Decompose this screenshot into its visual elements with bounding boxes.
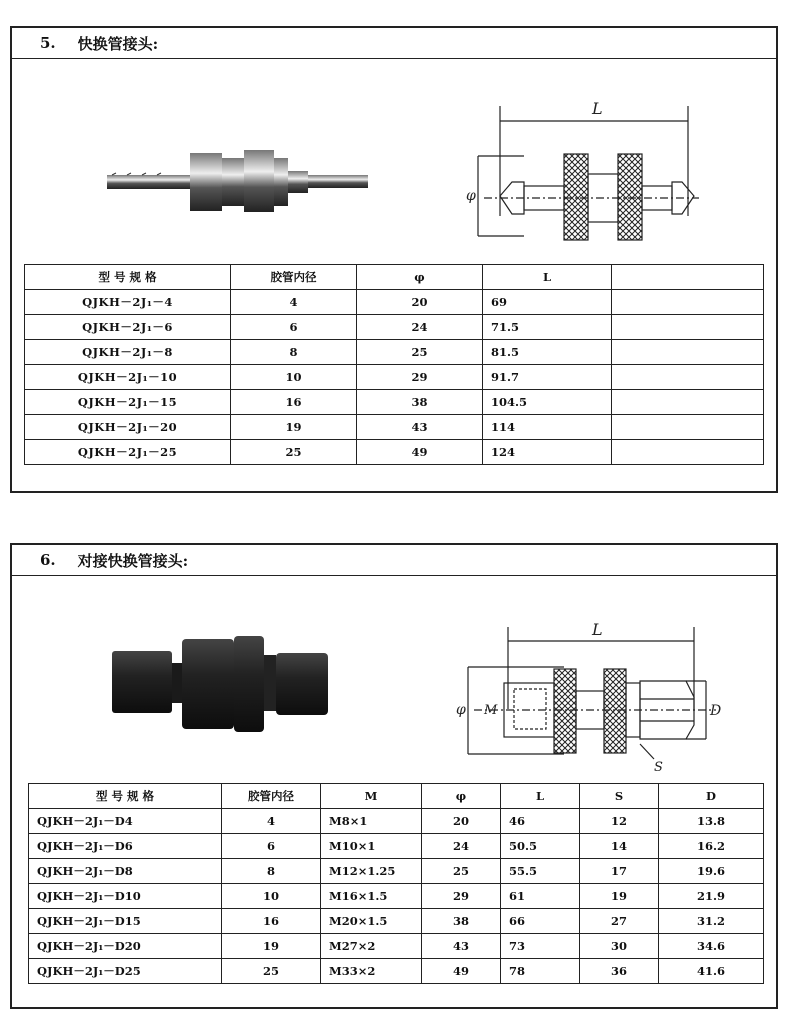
table-row bbox=[25, 390, 764, 415]
cell-l: 50.5 bbox=[501, 834, 580, 859]
cell-s: 19 bbox=[580, 884, 659, 909]
table-row bbox=[29, 909, 764, 934]
quick-connector-photo bbox=[102, 128, 372, 228]
cell-hose-id: 4 bbox=[231, 290, 357, 315]
table-header-row bbox=[25, 265, 764, 290]
cell-hose-id: 6 bbox=[222, 834, 321, 859]
cell-model: QJKH－2J₁－D6 bbox=[29, 834, 222, 859]
cell-hose-id: 16 bbox=[222, 909, 321, 934]
drawing-6-label-d: D bbox=[710, 703, 722, 719]
cell-phi: 49 bbox=[357, 440, 483, 465]
drawing-5-label-l: L bbox=[592, 99, 603, 118]
cell-d: 16.2 bbox=[659, 834, 764, 859]
butt-connector-photo bbox=[107, 633, 332, 743]
cell-hose-id: 6 bbox=[231, 315, 357, 340]
section-5-title: 快换管接头: bbox=[77, 34, 159, 53]
cell-l: 55.5 bbox=[501, 859, 580, 884]
cell-hose-id: 25 bbox=[231, 440, 357, 465]
cell-model: QJKH－2J₁－D25 bbox=[29, 959, 222, 984]
table-row bbox=[25, 440, 764, 465]
cell-m: M20×1.5 bbox=[321, 909, 422, 934]
cell-phi: 29 bbox=[357, 365, 483, 390]
cell-phi: 29 bbox=[422, 884, 501, 909]
cell-l: 114 bbox=[483, 415, 612, 440]
table-row bbox=[25, 365, 764, 390]
cell-phi: 43 bbox=[422, 934, 501, 959]
cell-hose-id: 25 bbox=[222, 959, 321, 984]
cell-s: 17 bbox=[580, 859, 659, 884]
col-header-model: 型 号 规 格 bbox=[29, 784, 222, 809]
cell-m: M16×1.5 bbox=[321, 884, 422, 909]
cell-hose-id: 8 bbox=[231, 340, 357, 365]
cell-d: 31.2 bbox=[659, 909, 764, 934]
section-6-title: 对接快换管接头: bbox=[77, 551, 189, 570]
cell-d: 13.8 bbox=[659, 809, 764, 834]
cell-model: QJKH－2J₁－D4 bbox=[29, 809, 222, 834]
cell-m: M12×1.25 bbox=[321, 859, 422, 884]
cell-phi: 20 bbox=[422, 809, 501, 834]
table-row bbox=[29, 809, 764, 834]
table-row bbox=[29, 934, 764, 959]
cell-phi: 25 bbox=[422, 859, 501, 884]
cell-blank bbox=[612, 440, 764, 465]
section-6-panel bbox=[10, 543, 778, 1009]
table-row bbox=[29, 884, 764, 909]
table-row bbox=[25, 315, 764, 340]
col-header-hose-id: 胶管内径 bbox=[231, 265, 357, 290]
table-header-row bbox=[29, 784, 764, 809]
cell-d: 41.6 bbox=[659, 959, 764, 984]
cell-hose-id: 19 bbox=[222, 934, 321, 959]
cell-l: 104.5 bbox=[483, 390, 612, 415]
col-header-l: L bbox=[501, 784, 580, 809]
cell-model: QJKH－2J₁－10 bbox=[25, 365, 231, 390]
cell-hose-id: 10 bbox=[222, 884, 321, 909]
cell-d: 19.6 bbox=[659, 859, 764, 884]
cell-hose-id: 8 bbox=[222, 859, 321, 884]
cell-l: 71.5 bbox=[483, 315, 612, 340]
section-5-table bbox=[24, 264, 764, 465]
table-row bbox=[25, 340, 764, 365]
cell-model: QJKH－2J₁－8 bbox=[25, 340, 231, 365]
drawing-6-label-s: S bbox=[654, 760, 663, 774]
cell-phi: 25 bbox=[357, 340, 483, 365]
cell-l: 81.5 bbox=[483, 340, 612, 365]
cell-l: 69 bbox=[483, 290, 612, 315]
cell-s: 12 bbox=[580, 809, 659, 834]
cell-s: 14 bbox=[580, 834, 659, 859]
butt-connector-drawing bbox=[454, 619, 724, 774]
table-row bbox=[25, 415, 764, 440]
table-row bbox=[29, 834, 764, 859]
cell-l: 66 bbox=[501, 909, 580, 934]
cell-phi: 43 bbox=[357, 415, 483, 440]
cell-phi: 24 bbox=[422, 834, 501, 859]
cell-phi: 38 bbox=[357, 390, 483, 415]
cell-d: 21.9 bbox=[659, 884, 764, 909]
cell-m: M10×1 bbox=[321, 834, 422, 859]
cell-blank bbox=[612, 365, 764, 390]
table-row bbox=[29, 959, 764, 984]
table-row bbox=[25, 290, 764, 315]
col-header-phi: φ bbox=[422, 784, 501, 809]
cell-model: QJKH－2J₁－15 bbox=[25, 390, 231, 415]
col-header-blank bbox=[612, 265, 764, 290]
cell-model: QJKH－2J₁－6 bbox=[25, 315, 231, 340]
section-5-header bbox=[12, 28, 776, 59]
cell-m: M33×2 bbox=[321, 959, 422, 984]
cell-m: M27×2 bbox=[321, 934, 422, 959]
cell-l: 124 bbox=[483, 440, 612, 465]
col-header-hose-id: 胶管内径 bbox=[222, 784, 321, 809]
cell-l: 91.7 bbox=[483, 365, 612, 390]
cell-s: 36 bbox=[580, 959, 659, 984]
drawing-6-label-phi: φ bbox=[456, 702, 466, 718]
cell-m: M8×1 bbox=[321, 809, 422, 834]
cell-model: QJKH－2J₁－D8 bbox=[29, 859, 222, 884]
col-header-phi: φ bbox=[357, 265, 483, 290]
cell-blank bbox=[612, 340, 764, 365]
cell-model: QJKH－2J₁－25 bbox=[25, 440, 231, 465]
cell-phi: 20 bbox=[357, 290, 483, 315]
col-header-d: D bbox=[659, 784, 764, 809]
cell-blank bbox=[612, 315, 764, 340]
drawing-6-label-l: L bbox=[592, 620, 603, 639]
cell-l: 61 bbox=[501, 884, 580, 909]
cell-model: QJKH－2J₁－D20 bbox=[29, 934, 222, 959]
section-6-number: 6. bbox=[40, 551, 56, 569]
cell-hose-id: 4 bbox=[222, 809, 321, 834]
cell-blank bbox=[612, 290, 764, 315]
cell-phi: 49 bbox=[422, 959, 501, 984]
cell-phi: 38 bbox=[422, 909, 501, 934]
col-header-s: S bbox=[580, 784, 659, 809]
col-header-m: M bbox=[321, 784, 422, 809]
quick-connector-drawing bbox=[464, 96, 704, 246]
section-6-header bbox=[12, 545, 776, 576]
cell-blank bbox=[612, 415, 764, 440]
cell-hose-id: 16 bbox=[231, 390, 357, 415]
cell-l: 46 bbox=[501, 809, 580, 834]
cell-l: 78 bbox=[501, 959, 580, 984]
section-5-panel bbox=[10, 26, 778, 493]
section-5-number: 5. bbox=[40, 34, 56, 52]
drawing-5-label-phi: φ bbox=[466, 188, 476, 204]
table-row bbox=[29, 859, 764, 884]
drawing-6-label-m: M bbox=[484, 703, 498, 718]
cell-model: QJKH－2J₁－D15 bbox=[29, 909, 222, 934]
cell-l: 73 bbox=[501, 934, 580, 959]
cell-s: 30 bbox=[580, 934, 659, 959]
cell-d: 34.6 bbox=[659, 934, 764, 959]
cell-hose-id: 10 bbox=[231, 365, 357, 390]
cell-s: 27 bbox=[580, 909, 659, 934]
cell-blank bbox=[612, 390, 764, 415]
col-header-l: L bbox=[483, 265, 612, 290]
cell-phi: 24 bbox=[357, 315, 483, 340]
cell-hose-id: 19 bbox=[231, 415, 357, 440]
cell-model: QJKH－2J₁－4 bbox=[25, 290, 231, 315]
cell-model: QJKH－2J₁－20 bbox=[25, 415, 231, 440]
col-header-model: 型 号 规 格 bbox=[25, 265, 231, 290]
section-6-table bbox=[28, 783, 764, 984]
cell-model: QJKH－2J₁－D10 bbox=[29, 884, 222, 909]
